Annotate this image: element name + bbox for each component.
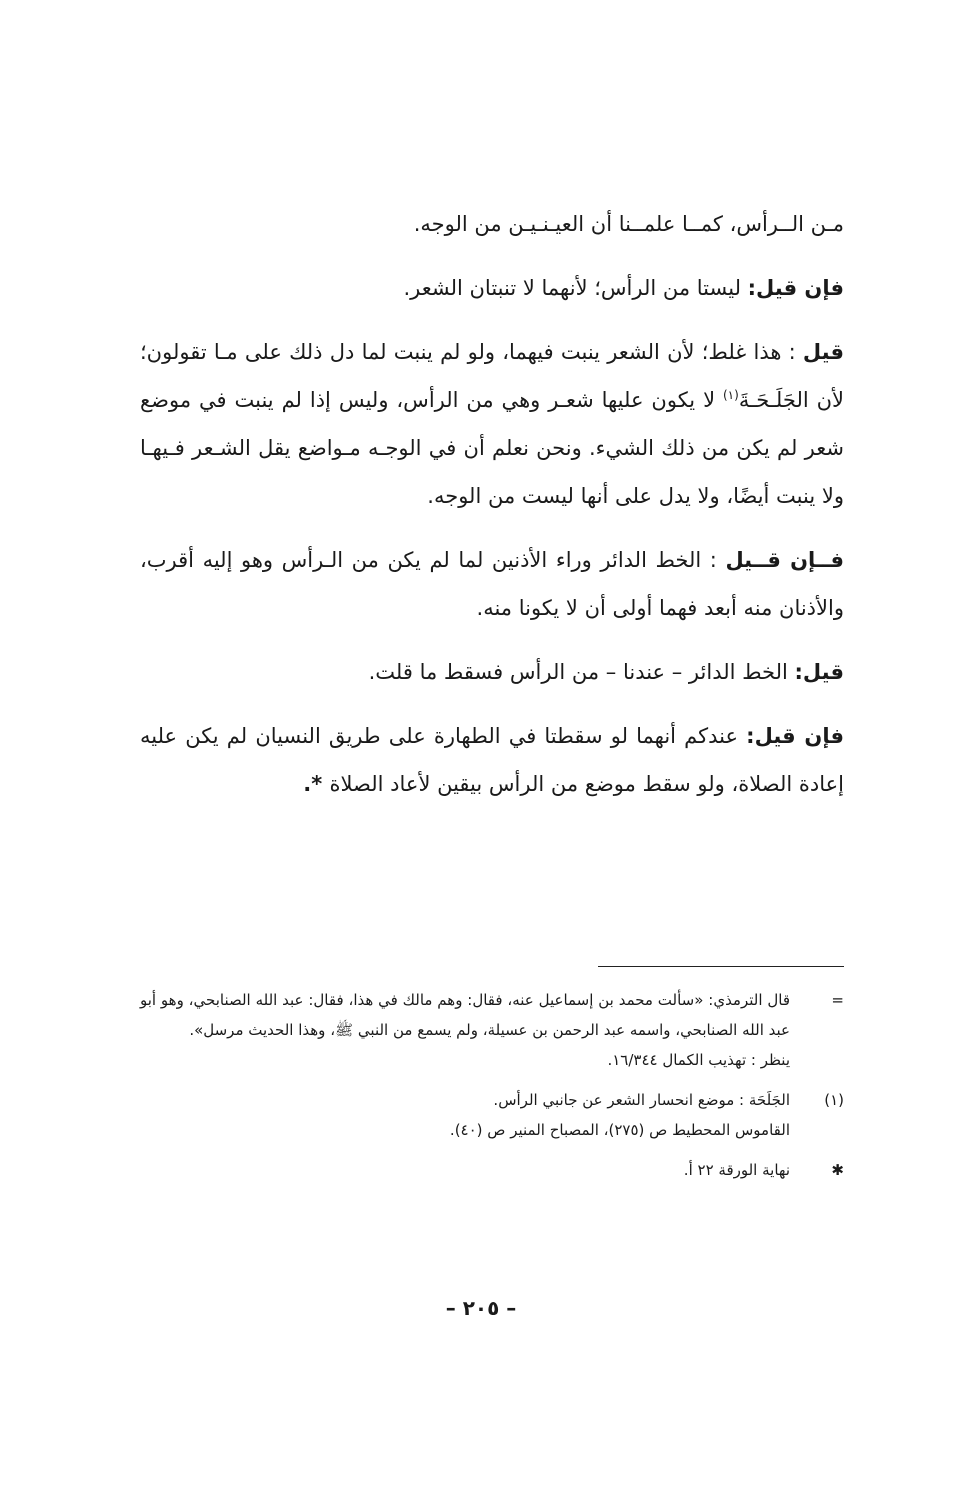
footnote-1-line-2: القاموس المحطيط ص (٢٧٥)، المصباح المنير ص (٤٠). [449, 1121, 790, 1139]
footnote-ref-1[interactable]: (١) [722, 388, 739, 402]
paragraph-6 [140, 712, 844, 808]
main-text [140, 200, 844, 824]
paragraph-4-lead: فــإن قــيل [725, 548, 844, 572]
footnote-1-body [140, 1085, 790, 1145]
footnote-1-mark: (١) [824, 1091, 844, 1109]
paragraph-3-text-1: : هذا غلط؛ لأن الشعر ينبت فيهما، ولو لم ينبت لما دل ذلك على مـا تقولون؛ لأن الجَلَـحَـةَ [140, 340, 844, 412]
paragraph-2-lead: فإن قيل: [747, 276, 844, 300]
paragraph-5-lead: قيل: [794, 660, 844, 684]
footnote-divider [598, 966, 844, 967]
footnote-continued-ref: ينظر : تهذيب الكمال ١٦/٣٤٤. [607, 1051, 790, 1069]
paragraph-6-text: عندكم أنهما لو سقطتا في الطهارة على طريق النسيان لم يكن عليه إعادة الصلاة، ولو سقط موضع من الرأس بيقين لأعاد الصلاة [140, 724, 844, 796]
footnote-continued-body [140, 985, 790, 1075]
footnotes [140, 985, 844, 1195]
page-number: – ٢٠٥ – [445, 1296, 517, 1320]
asterisk-icon: ✱ [831, 1161, 844, 1179]
paragraph-5-text: الخط الدائر – عندنا – من الرأس فسقط ما قلت. [368, 660, 795, 684]
paragraph-6-end-marker: *. [303, 772, 330, 796]
footnote-1-line-1: الجَلَحَة : موضع انحسار الشعر عن جانبي الرأس. [493, 1091, 790, 1109]
paragraph-2 [140, 264, 844, 312]
footnote-1 [140, 1085, 844, 1145]
footnote-continued-text: قال الترمذي: «سألت محمد بن إسماعيل عنه، فقال: وهم مالك في هذا، فقال: عبد الله الصنابحي، وهو أبو عبد الله الصنابحي، واسمه عبد الرحمن بن عسيلة، ولم يسمع من النبي ﷺ، وهذا الحديث مرسل». [140, 991, 790, 1039]
paragraph-2-text: ليستا من الرأس؛ لأنهما لا تنبتان الشعر. [403, 276, 748, 300]
paragraph-3 [140, 328, 844, 520]
paragraph-4 [140, 536, 844, 632]
footnote-asterisk [140, 1155, 844, 1185]
paragraph-3-lead: قيل [802, 340, 844, 364]
paragraph-5 [140, 648, 844, 696]
paragraph-6-lead: فإن قيل: [746, 724, 844, 748]
footnote-asterisk-body [140, 1155, 790, 1185]
footnote-continued [140, 985, 844, 1075]
footnote-asterisk-text: نهاية الورقة ٢٢ أ. [683, 1161, 790, 1179]
footnote-continued-mark: = [831, 991, 844, 1009]
paragraph-3-text-2: لا يكون عليها شعـر وهي من الرأس، وليس إذا لم ينبت في موضع شعر لم يكن من ذلك الشيء. ونحن نعلم أن في الوجـه مـواضع يقل الشـعر فـيهـا ولا ينبت أيضًا، ولا يدل على أنها ليست من الوجه. [140, 388, 844, 508]
paragraph-1 [140, 200, 844, 248]
paragraph-1-text: مـن الــرأس، كمــا علمــنا أن العيـنـيـن من الوجه. [413, 212, 844, 236]
paragraph-4-text: : الخط الدائر وراء الأذنين لما لم يكن من الـرأس وهو إليه أقرب، والأذنان منه أبعد فهما أولى أن لا يكونا منه. [140, 548, 844, 620]
